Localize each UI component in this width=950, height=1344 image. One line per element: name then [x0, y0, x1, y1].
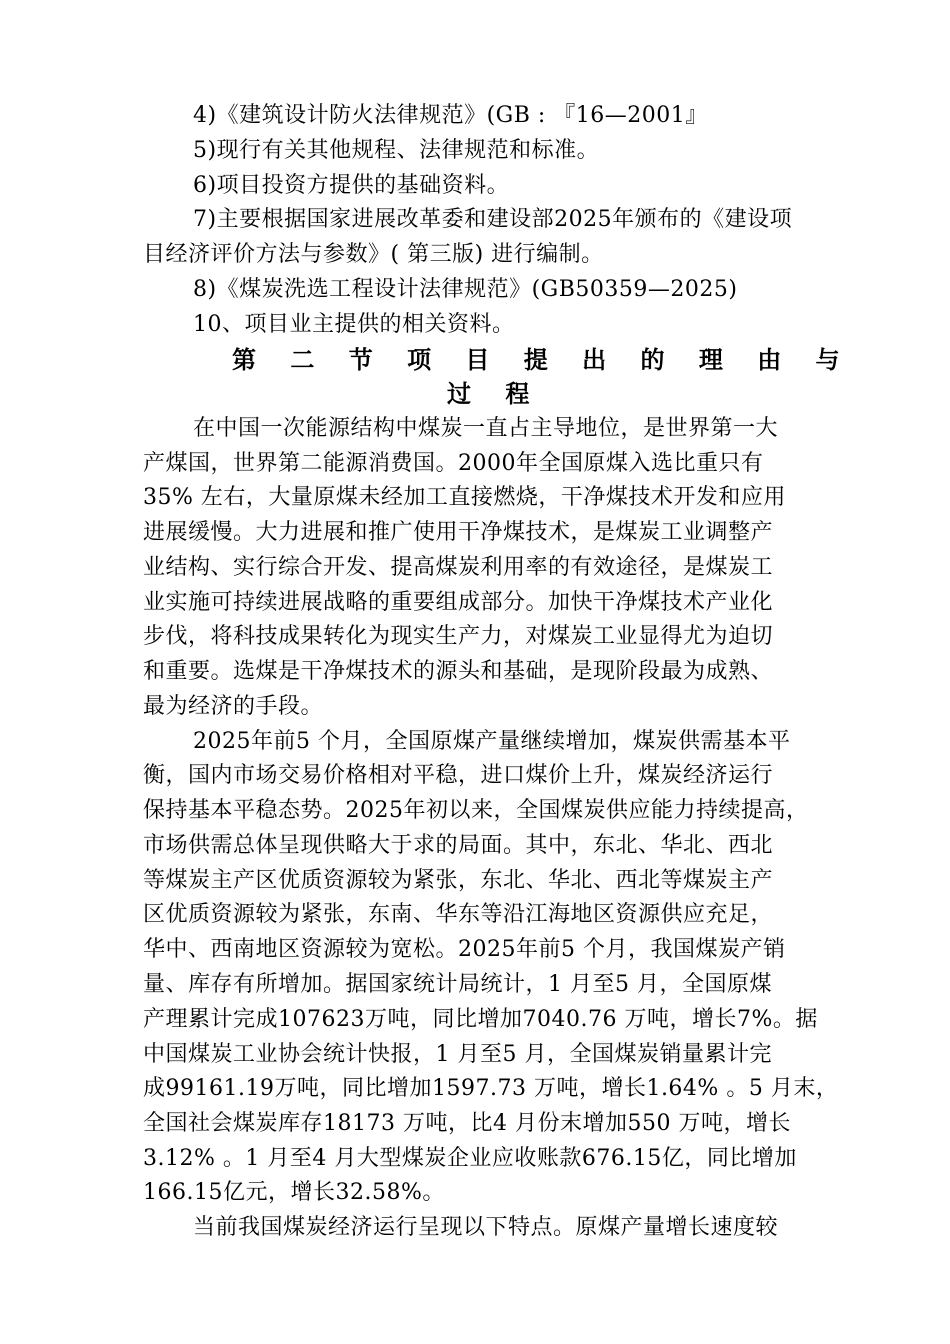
paragraph2-line: 成99161.19万吨，同比增加1597.73 万吨，增长1.64% 。5 月末，	[143, 1076, 839, 1101]
paragraph1-line: 步伐，将科技成果转化为现实生产力，对煤炭工业显得尤为迫切	[143, 624, 774, 649]
paragraph2-line: 中国煤炭工业协会统计快报，1 月至5 月，全国煤炭销量累计完	[143, 1042, 772, 1067]
paragraph2-line: 3.12% 。1 月至4 月大型煤炭企业应收账款676.15亿，同比增加	[143, 1146, 797, 1171]
reference-item-7: 7)主要根据国家进展改革委和建设部2025年颁布的《建设项	[193, 207, 793, 232]
reference-item-7-continued: 目经济评价方法与参数》( 第三版) 进行编制。	[143, 242, 604, 267]
paragraph2-line: 市场供需总体呈现供略大于求的局面。其中，东北、华北、西北	[143, 833, 774, 858]
paragraph2-line: 2025年前5 个月，全国原煤产量继续增加，煤炭供需基本平	[193, 729, 791, 754]
paragraph3-line: 当前我国煤炭经济运行呈现以下特点。原煤产量增长速度较	[193, 1215, 779, 1240]
paragraph1-line: 最为经济的手段。	[143, 694, 324, 719]
paragraph1-line: 业实施可持续进展战略的重要组成部分。加快干净煤技术产业化	[143, 590, 774, 615]
paragraph1-line: 进展缓慢。大力进展和推广使用干净煤技术，是煤炭工业调整产	[143, 520, 774, 545]
paragraph2-line: 产理累计完成107623万吨，同比增加7040.76 万吨，增长7%。据	[143, 1007, 818, 1032]
paragraph2-line: 保持基本平稳态势。2025年初以来，全国煤炭供应能力持续提高，	[143, 798, 809, 823]
paragraph2-line: 166.15亿元，增长32.58%。	[143, 1180, 445, 1205]
paragraph2-line: 全国社会煤炭库存18173 万吨，比4 月份末增加550 万吨，增长	[143, 1111, 791, 1136]
section-heading-line2: 过 程	[447, 379, 543, 408]
reference-item-5: 5)现行有关其他规程、法律规范和标准。	[193, 138, 600, 163]
paragraph2-line: 华中、西南地区资源较为宽松。2025年前5 个月，我国煤炭产销	[143, 937, 786, 962]
paragraph1-line: 业结构、实行综合开发、提高煤炭利用率的有效途径，是煤炭工	[143, 555, 774, 580]
paragraph1-line: 和重要。选煤是干净煤技术的源头和基础，是现阶段最为成熟、	[143, 659, 774, 684]
reference-item-4: 4)《建筑设计防火法律规范》(GB : 『16—2001』	[193, 103, 708, 128]
reference-item-6: 6)项目投资方提供的基础资料。	[193, 173, 510, 198]
paragraph2-line: 衡，国内市场交易价格相对平稳，进口煤价上升，煤炭经济运行	[143, 763, 774, 788]
paragraph1-line: 产煤国，世界第二能源消费国。2000年全国原煤入选比重只有	[143, 451, 764, 476]
section-heading-line1: 第 二 节 项 目 提 出 的 理 由 与	[232, 345, 853, 374]
paragraph2-line: 区优质资源较为紧张，东南、华东等沿江海地区资源供应充足，	[143, 902, 774, 927]
reference-item-10: 10、项目业主提供的相关资料。	[193, 312, 515, 337]
paragraph1-line: 35% 左右，大量原煤未经加工直接燃烧，干净煤技术开发和应用	[143, 485, 786, 510]
paragraph2-line: 量、库存有所增加。据国家统计局统计，1 月至5 月，全国原煤	[143, 972, 772, 997]
reference-item-8: 8)《煤炭洗选工程设计法律规范》(GB50359—2025)	[193, 277, 738, 302]
paragraph1-line: 在中国一次能源结构中煤炭一直占主导地位，是世界第一大	[193, 416, 779, 441]
paragraph2-line: 等煤炭主产区优质资源较为紧张，东北、华北、西北等煤炭主产	[143, 868, 774, 893]
